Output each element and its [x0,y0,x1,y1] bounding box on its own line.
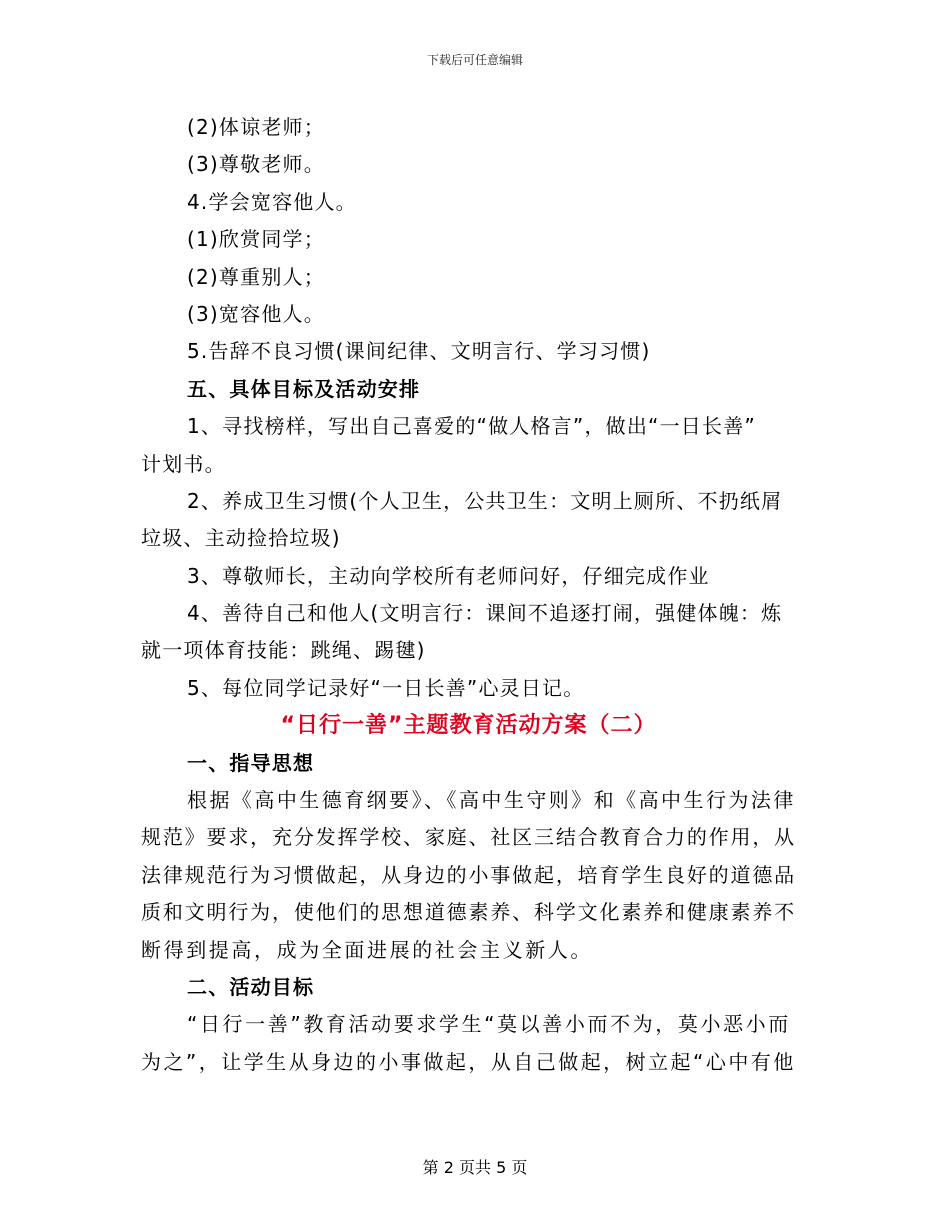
paragraph-line: 计划书。 [141,451,226,476]
document-title: “日行一善”主题教育活动方案（二） [280,713,657,739]
paragraph-line: 质和文明行为，使他们的思想道德素养、科学文化素养和健康素养不 [141,900,796,925]
list-item: (1)欣赏同学； [187,227,325,252]
paragraph-line: “日行一善”教育活动要求学生“莫以善小而不为，莫小恶小而 [187,1012,791,1037]
paragraph-line: 为之”，让学生从身边的小事做起，从自己做起，树立起“心中有他 [141,1049,796,1074]
paragraph-line: 1、寻找榜样，写出自己喜爱的“做人格言”，做出“一日长善” [187,414,756,439]
paragraph-line: 2、养成卫生习惯(个人卫生，公共卫生：文明上厕所、不扔纸屑 [187,488,783,513]
list-item: (2)尊重别人； [187,264,325,289]
page-number: 第 2 页共 5 页 [422,1158,528,1177]
list-item: 4.学会宽容他人。 [187,189,357,214]
paragraph-line: 3、尊敬师长，主动向学校所有老师问好，仔细完成作业 [187,563,710,588]
paragraph-line: 根据《高中生德育纲要》、《高中生守则》和《高中生行为法律 [187,788,796,813]
document-body [141,109,796,1081]
list-item: (3)尊敬老师。 [187,152,325,177]
paragraph-line: 垃圾、主动捡拾垃圾) [141,526,341,551]
section-heading: 五、具体目标及活动安排 [187,376,421,401]
paragraph-line: 5、每位同学记录好“一日长善”心灵日记。 [187,675,585,700]
page-header: 下载后可任意编辑 [426,53,523,67]
list-item: 5.告辞不良习惯(课间纪律、文明言行、学习习惯) [187,339,651,364]
list-item: (3)宽容他人。 [187,301,325,326]
list-item: (2)体谅老师； [187,115,325,139]
paragraph-line: 断得到提高，成为全面进展的社会主义新人。 [141,937,593,962]
section-heading: 一、指导思想 [187,750,315,775]
paragraph-line: 规范》要求，充分发挥学校、家庭、社区三结合教育合力的作用，从 [141,825,796,850]
paragraph-line: 就一项体育技能：跳绳、踢毽) [141,638,426,663]
paragraph-line: 4、善待自己和他人(文明言行：课间不追逐打闹，强健体魄：炼 [187,601,783,626]
section-heading: 二、活动目标 [187,974,315,999]
paragraph-line: 法律规范行为习惯做起，从身边的小事做起，培育学生良好的道德品 [141,862,796,887]
